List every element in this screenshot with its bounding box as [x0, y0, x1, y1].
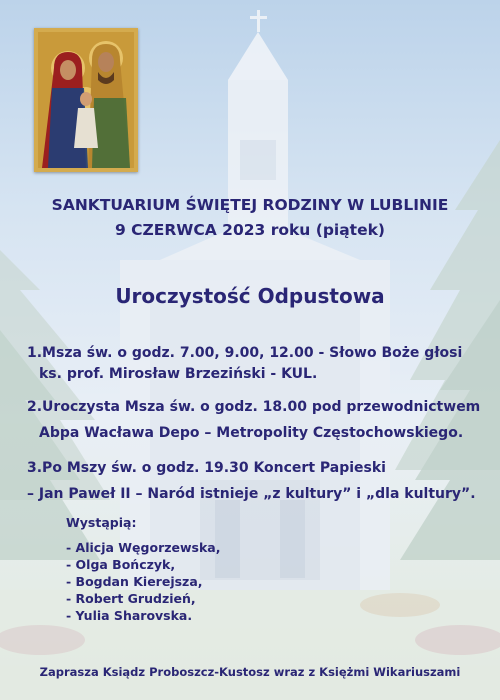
performer-item: - Alicja Węgorzewska, — [66, 540, 221, 555]
program-item-2-line-1: 2.Uroczysta Msza św. o godz. 18.00 pod przewodnictwem — [27, 399, 481, 415]
program-item-2-line-2: Abpa Wacława Depo – Metropolity Częstochowskiego. — [39, 425, 464, 441]
event-date: 9 CZERWCA 2023 roku (piątek) — [114, 221, 386, 239]
program-item-3-line-1: 3.Po Mszy św. o godz. 19.30 Koncert Papieski — [27, 460, 386, 476]
program-item-1-line-1: 1.Msza św. o godz. 7.00, 9.00, 12.00 - Słowo Boże głosi — [27, 345, 463, 361]
holy-family-icon-image — [34, 28, 138, 172]
program-item-3-line-2: – Jan Paweł II – Naród istnieje „z kultury” i „dla kultury”. — [27, 486, 476, 502]
invitation-footer: Zaprasza Ksiądz Proboszcz-Kustosz wraz z Księżmi Wikariuszami — [39, 665, 461, 679]
event-title: Uroczystość Odpustowa — [115, 284, 385, 308]
performer-item: - Robert Grudzień, — [66, 591, 196, 606]
performer-item: - Yulia Sharovska. — [66, 608, 193, 623]
program-item-1-line-2: ks. prof. Mirosław Brzeziński - KUL. — [39, 366, 318, 382]
sanctuary-heading: SANKTUARIUM ŚWIĘTEJ RODZINY W LUBLINIE — [51, 196, 449, 214]
performer-item: - Bogdan Kierejsza, — [66, 574, 203, 589]
performer-item: - Olga Bończyk, — [66, 557, 176, 572]
performers-label: Wystąpią: — [66, 515, 137, 530]
